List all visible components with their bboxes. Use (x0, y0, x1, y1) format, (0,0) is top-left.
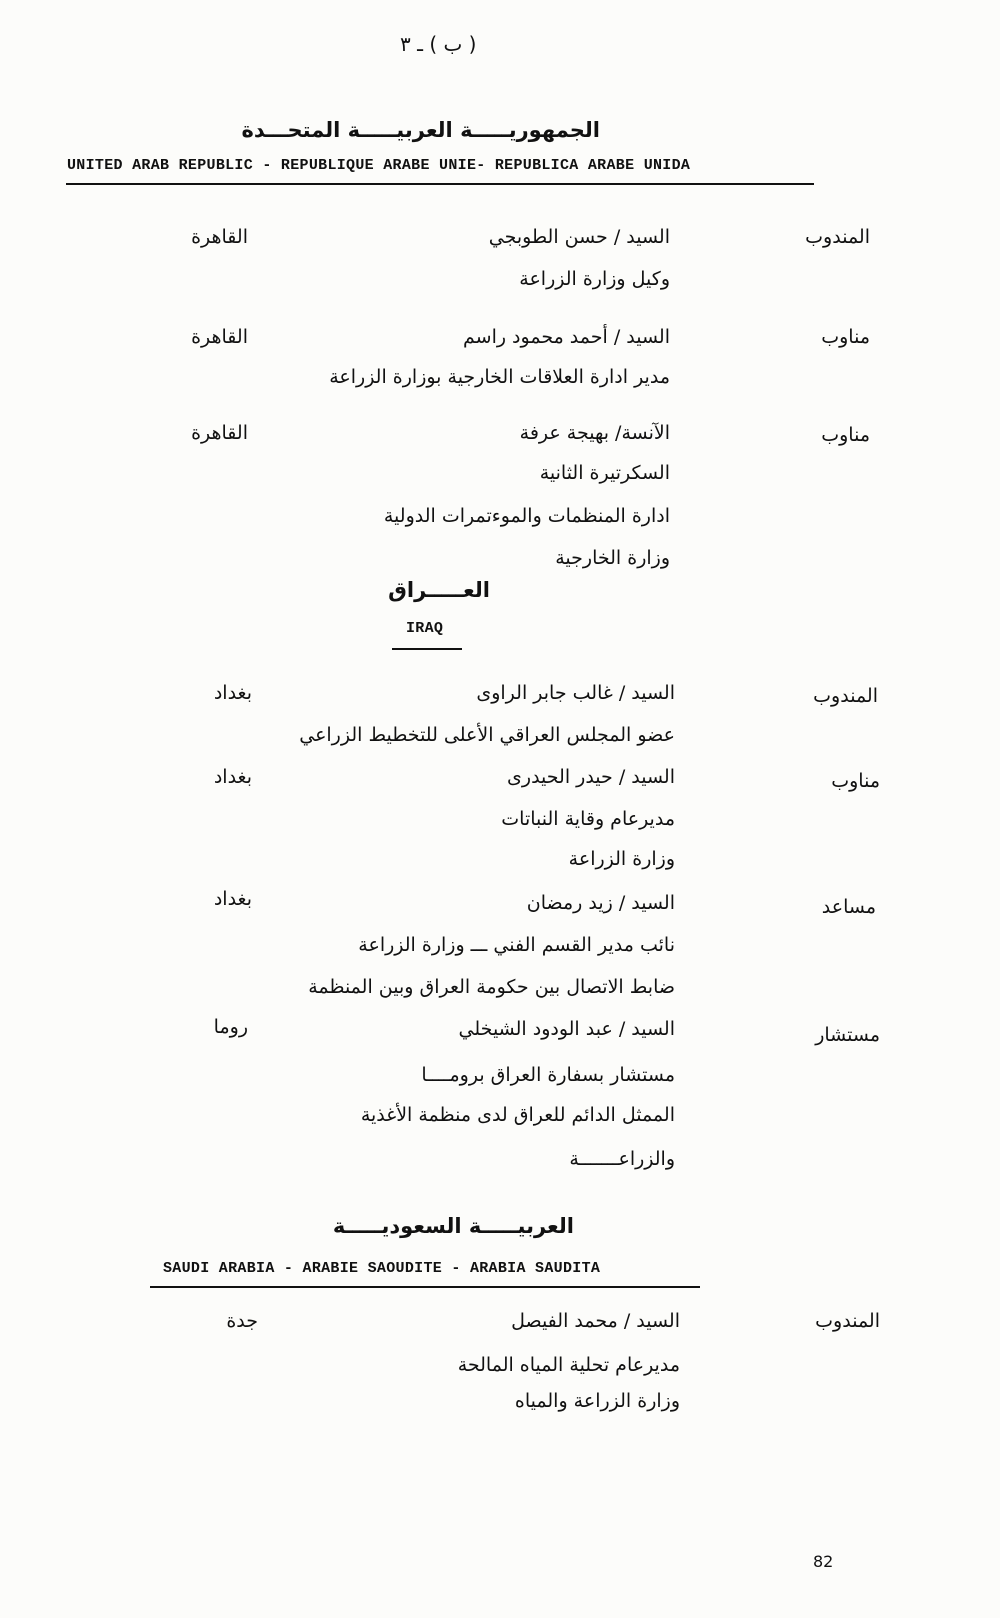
entry-role: المندوب (805, 226, 870, 248)
entry-role: مناوب (831, 770, 880, 792)
entry-detail: وزارة الزراعة والمياه (514, 1390, 680, 1412)
entry-name: السيد / حسن الطوبجي (488, 226, 670, 248)
entry-name: السيد / حيدر الحيدرى (507, 766, 675, 788)
section-underline-saudi (150, 1286, 700, 1288)
section-title-iraq-en: IRAQ (406, 620, 444, 637)
entry-city: القاهرة (191, 422, 248, 444)
section-title-saudi-ar: العربيـــــة السعوديـــــة (332, 1214, 574, 1238)
entry-detail: مدير ادارة العلاقات الخارجية بوزارة الزراعة (329, 366, 670, 388)
entry-name: السيد / عبد الودود الشيخلي (458, 1018, 675, 1040)
entry-city: القاهرة (191, 226, 248, 248)
entry-name: السيد / زيد رمضان (526, 892, 675, 914)
entry-detail: وزارة الزراعة (568, 848, 675, 870)
page-number: 82 (813, 1552, 834, 1571)
entry-role: مناوب (821, 424, 870, 446)
entry-role: المندوب (815, 1310, 880, 1332)
entry-name: الآنسة/ بهيجة عرفة (519, 422, 670, 444)
entry-city: جدة (226, 1310, 258, 1332)
entry-detail: الممثل الدائم للعراق لدى منظمة الأغذية (360, 1104, 675, 1126)
entry-role: مستشار (815, 1024, 880, 1046)
entry-role: مساعد (821, 896, 876, 918)
page-label: ( ب ) ـ ٣ (400, 32, 477, 56)
entry-name: السيد / غالب جابر الراوى (476, 682, 675, 704)
entry-role: المندوب (813, 685, 878, 707)
entry-detail: عضو المجلس العراقي الأعلى للتخطيط الزراعي (299, 724, 675, 746)
section-title-saudi-en: SAUDI ARABIA - ARABIE SAOUDITE - ARABIA SAUDITA (163, 1260, 601, 1277)
section-title-uar-ar: الجمهوريـــــة العربيـــــة المتحـــدة (241, 118, 600, 142)
entry-detail: ادارة المنظمات والموءتمرات الدولية (383, 505, 670, 527)
section-underline-iraq (392, 648, 462, 650)
entry-detail: وكيل وزارة الزراعة (519, 268, 670, 290)
entry-detail: وزارة الخارجية (555, 547, 670, 569)
entry-city: بغداد (213, 888, 252, 910)
entry-city: بغداد (213, 766, 252, 788)
entry-detail: مديرعام تحلية المياه المالحة (457, 1354, 680, 1376)
entry-role: مناوب (821, 326, 870, 348)
entry-name: السيد / أحمد محمود راسم (463, 326, 670, 348)
entry-city: بغداد (213, 682, 252, 704)
section-title-uar-en: UNITED ARAB REPUBLIC - REPUBLIQUE ARABE UNIE- REPUBLICA ARABE UNIDA (67, 157, 691, 174)
entry-detail: والزراعـــــــة (569, 1148, 675, 1170)
entry-city: القاهرة (191, 326, 248, 348)
section-underline-uar (66, 183, 814, 185)
section-title-iraq-ar: العـــــراق (388, 578, 490, 602)
entry-name: السيد / محمد الفيصل (511, 1310, 680, 1332)
entry-detail: ضابط الاتصال بين حكومة العراق وبين المنظمة (308, 976, 675, 998)
entry-detail: نائب مدير القسم الفني ـــ وزارة الزراعة (358, 934, 675, 956)
entry-detail: السكرتيرة الثانية (539, 462, 670, 484)
entry-detail: مستشار بسفارة العراق برومــــا (421, 1064, 675, 1086)
entry-detail: مديرعام وقاية النباتات (501, 808, 675, 830)
entry-city: روما (213, 1016, 248, 1038)
